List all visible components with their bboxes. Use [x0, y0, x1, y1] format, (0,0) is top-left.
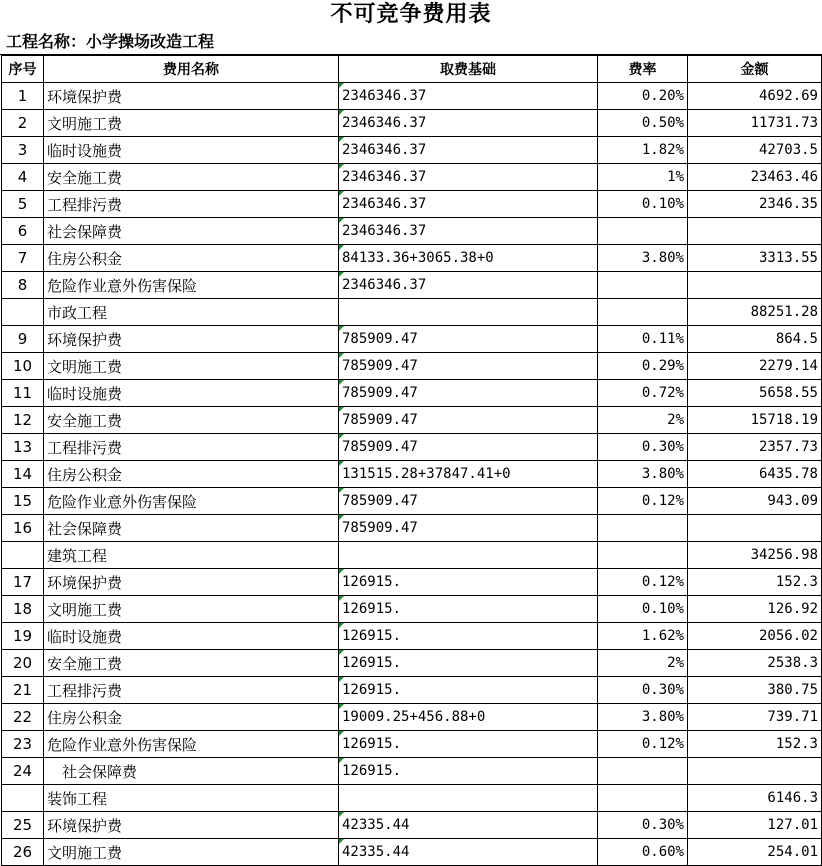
table-row: [2, 110, 822, 137]
amount-cell[interactable]: [688, 758, 822, 785]
amount-cell[interactable]: 380.75: [688, 677, 822, 704]
rate-cell[interactable]: [598, 218, 688, 245]
amount-cell[interactable]: 23463.46: [688, 164, 822, 191]
table-row: [2, 191, 822, 218]
seq-cell[interactable]: 26: [2, 839, 44, 866]
rate-cell[interactable]: 0.30%: [598, 677, 688, 704]
fee-name-cell[interactable]: 危险作业意外伤害保险: [44, 488, 339, 515]
fee-name-cell[interactable]: 临时设施费: [44, 623, 339, 650]
seq-cell[interactable]: 6: [2, 218, 44, 245]
table-row: [2, 245, 822, 272]
seq-cell[interactable]: 1: [2, 83, 44, 110]
base-cell[interactable]: [339, 542, 598, 569]
fee-name-cell[interactable]: 文明施工费: [44, 353, 339, 380]
table-row: [2, 272, 822, 299]
amount-cell[interactable]: 2346.35: [688, 191, 822, 218]
fee-name-cell[interactable]: 环境保护费: [44, 326, 339, 353]
rate-cell[interactable]: 0.29%: [598, 353, 688, 380]
project-name: 小学操场改造工程: [86, 32, 215, 51]
sheet-title: 不可竞争费用表: [330, 2, 492, 27]
amount-cell[interactable]: 2538.3: [688, 650, 822, 677]
rate-cell[interactable]: 1%: [598, 164, 688, 191]
base-cell[interactable]: 2346346.37: [339, 218, 598, 245]
header-name[interactable]: 费用名称: [44, 56, 339, 83]
table-row: [2, 731, 822, 758]
table-row: [2, 704, 822, 731]
amount-cell[interactable]: 254.01: [688, 839, 822, 866]
base-cell[interactable]: 785909.47: [339, 353, 598, 380]
rate-cell[interactable]: 2%: [598, 650, 688, 677]
table-row: [2, 623, 822, 650]
base-cell[interactable]: 42335.44: [339, 839, 598, 866]
rate-cell[interactable]: 1.62%: [598, 623, 688, 650]
rate-cell[interactable]: [598, 542, 688, 569]
base-cell[interactable]: 2346346.37: [339, 164, 598, 191]
amount-cell[interactable]: 11731.73: [688, 110, 822, 137]
table-row: [2, 434, 822, 461]
fee-name-cell[interactable]: 工程排污费: [44, 434, 339, 461]
rate-cell[interactable]: 3.80%: [598, 245, 688, 272]
fee-table: [1, 55, 822, 866]
amount-cell[interactable]: 88251.28: [688, 299, 822, 326]
seq-cell[interactable]: 21: [2, 677, 44, 704]
amount-cell[interactable]: 6146.3: [688, 785, 822, 812]
header-seq[interactable]: 序号: [2, 56, 44, 83]
amount-cell[interactable]: 6435.78: [688, 461, 822, 488]
base-cell[interactable]: 126915.: [339, 677, 598, 704]
rate-cell[interactable]: 0.12%: [598, 731, 688, 758]
seq-cell[interactable]: 8: [2, 272, 44, 299]
seq-cell[interactable]: 25: [2, 812, 44, 839]
base-cell[interactable]: 126915.: [339, 650, 598, 677]
table-row: [2, 569, 822, 596]
amount-cell[interactable]: 34256.98: [688, 542, 822, 569]
seq-cell[interactable]: 16: [2, 515, 44, 542]
rate-cell[interactable]: 0.60%: [598, 839, 688, 866]
base-cell[interactable]: [339, 299, 598, 326]
base-cell[interactable]: 42335.44: [339, 812, 598, 839]
rate-cell[interactable]: 0.20%: [598, 83, 688, 110]
rate-cell[interactable]: [598, 758, 688, 785]
rate-cell[interactable]: 0.12%: [598, 488, 688, 515]
rate-cell[interactable]: 0.30%: [598, 434, 688, 461]
table-row: [2, 380, 822, 407]
base-cell[interactable]: 84133.36+3065.38+0: [339, 245, 598, 272]
table-body: [2, 83, 822, 866]
rate-cell[interactable]: 0.72%: [598, 380, 688, 407]
amount-cell[interactable]: 739.71: [688, 704, 822, 731]
rate-cell[interactable]: 0.30%: [598, 812, 688, 839]
rate-cell[interactable]: 0.10%: [598, 191, 688, 218]
base-cell[interactable]: 19009.25+456.88+0: [339, 704, 598, 731]
fee-name-cell[interactable]: 环境保护费: [44, 812, 339, 839]
table-row: [2, 650, 822, 677]
base-cell[interactable]: 2346346.37: [339, 83, 598, 110]
table-row: [2, 758, 822, 785]
seq-cell[interactable]: 4: [2, 164, 44, 191]
seq-cell[interactable]: 7: [2, 245, 44, 272]
fee-name-cell[interactable]: 临时设施费: [44, 380, 339, 407]
amount-cell[interactable]: 5658.55: [688, 380, 822, 407]
header-base[interactable]: 取费基础: [339, 56, 598, 83]
seq-cell[interactable]: 13: [2, 434, 44, 461]
seq-cell[interactable]: 24: [2, 758, 44, 785]
seq-cell[interactable]: 22: [2, 704, 44, 731]
base-cell[interactable]: 131515.28+37847.41+0: [339, 461, 598, 488]
seq-cell[interactable]: 9: [2, 326, 44, 353]
table-row: [2, 137, 822, 164]
base-cell[interactable]: 785909.47: [339, 434, 598, 461]
base-cell[interactable]: 785909.47: [339, 326, 598, 353]
table-row: [2, 353, 822, 380]
rate-cell[interactable]: 1.82%: [598, 137, 688, 164]
fee-name-cell[interactable]: 社会保障费: [44, 515, 339, 542]
table-row: [2, 542, 822, 569]
fee-name-cell[interactable]: 临时设施费: [44, 137, 339, 164]
seq-cell[interactable]: 15: [2, 488, 44, 515]
amount-cell[interactable]: 127.01: [688, 812, 822, 839]
fee-name-cell[interactable]: 社会保障费: [44, 218, 339, 245]
amount-cell[interactable]: [688, 218, 822, 245]
table-row: [2, 812, 822, 839]
rate-cell[interactable]: 0.10%: [598, 596, 688, 623]
amount-cell[interactable]: 42703.5: [688, 137, 822, 164]
base-cell[interactable]: 2346346.37: [339, 110, 598, 137]
seq-cell[interactable]: 14: [2, 461, 44, 488]
base-cell[interactable]: 785909.47: [339, 407, 598, 434]
amount-cell[interactable]: 2357.73: [688, 434, 822, 461]
fee-name-cell[interactable]: 住房公积金: [44, 704, 339, 731]
base-cell[interactable]: 126915.: [339, 596, 598, 623]
base-cell[interactable]: 785909.47: [339, 515, 598, 542]
base-cell[interactable]: 126915.: [339, 758, 598, 785]
amount-cell[interactable]: 864.5: [688, 326, 822, 353]
rate-cell[interactable]: 3.80%: [598, 704, 688, 731]
amount-cell[interactable]: 15718.19: [688, 407, 822, 434]
base-cell[interactable]: 2346346.37: [339, 137, 598, 164]
rate-cell[interactable]: [598, 785, 688, 812]
amount-cell[interactable]: [688, 272, 822, 299]
seq-cell[interactable]: 20: [2, 650, 44, 677]
seq-cell[interactable]: 18: [2, 596, 44, 623]
seq-cell[interactable]: 11: [2, 380, 44, 407]
seq-cell[interactable]: 5: [2, 191, 44, 218]
base-cell[interactable]: 126915.: [339, 623, 598, 650]
fee-name-cell[interactable]: 文明施工费: [44, 839, 339, 866]
project-line: [0, 30, 822, 55]
amount-cell[interactable]: 943.09: [688, 488, 822, 515]
base-cell[interactable]: 126915.: [339, 569, 598, 596]
table-row: [2, 326, 822, 353]
fee-name-cell[interactable]: 安全施工费: [44, 650, 339, 677]
table-row: [2, 299, 822, 326]
base-cell[interactable]: 2346346.37: [339, 272, 598, 299]
base-cell[interactable]: [339, 785, 598, 812]
fee-name-cell[interactable]: 社会保障费: [44, 758, 339, 785]
table-row: [2, 677, 822, 704]
table-row: [2, 596, 822, 623]
seq-cell[interactable]: 10: [2, 353, 44, 380]
rate-cell[interactable]: 3.80%: [598, 461, 688, 488]
amount-cell[interactable]: 2279.14: [688, 353, 822, 380]
base-cell[interactable]: 785909.47: [339, 488, 598, 515]
table-row: [2, 164, 822, 191]
fee-name-cell[interactable]: 安全施工费: [44, 407, 339, 434]
fee-name-cell[interactable]: 市政工程: [44, 299, 339, 326]
amount-cell[interactable]: [688, 515, 822, 542]
table-row: [2, 515, 822, 542]
fee-name-cell[interactable]: 建筑工程: [44, 542, 339, 569]
fee-name-cell[interactable]: 住房公积金: [44, 461, 339, 488]
rate-cell[interactable]: 2%: [598, 407, 688, 434]
rate-cell[interactable]: [598, 272, 688, 299]
rate-cell[interactable]: 0.50%: [598, 110, 688, 137]
table-row: [2, 407, 822, 434]
fee-name-cell[interactable]: 住房公积金: [44, 245, 339, 272]
fee-name-cell[interactable]: 危险作业意外伤害保险: [44, 731, 339, 758]
seq-cell[interactable]: 2: [2, 110, 44, 137]
base-cell[interactable]: 2346346.37: [339, 191, 598, 218]
fee-name-cell[interactable]: 文明施工费: [44, 596, 339, 623]
fee-name-cell[interactable]: 危险作业意外伤害保险: [44, 272, 339, 299]
fee-name-cell[interactable]: 装饰工程: [44, 785, 339, 812]
base-cell[interactable]: 126915.: [339, 731, 598, 758]
seq-cell[interactable]: [2, 785, 44, 812]
seq-cell[interactable]: 23: [2, 731, 44, 758]
amount-cell[interactable]: 3313.55: [688, 245, 822, 272]
header-row: [2, 56, 822, 83]
header-rate[interactable]: 费率: [598, 56, 688, 83]
rate-cell[interactable]: [598, 299, 688, 326]
fee-name-cell[interactable]: 环境保护费: [44, 569, 339, 596]
table-row: [2, 218, 822, 245]
base-cell[interactable]: 785909.47: [339, 380, 598, 407]
fee-name-cell[interactable]: 文明施工费: [44, 110, 339, 137]
seq-cell[interactable]: [2, 299, 44, 326]
table-row: [2, 83, 822, 110]
seq-cell[interactable]: 17: [2, 569, 44, 596]
rate-cell[interactable]: 0.12%: [598, 569, 688, 596]
table-row: [2, 839, 822, 866]
rate-cell[interactable]: 0.11%: [598, 326, 688, 353]
amount-cell[interactable]: 2056.02: [688, 623, 822, 650]
fee-name-cell[interactable]: 工程排污费: [44, 677, 339, 704]
table-row: [2, 461, 822, 488]
project-label: 工程名称：: [6, 32, 87, 51]
fee-name-cell[interactable]: 环境保护费: [44, 83, 339, 110]
fee-name-cell[interactable]: 工程排污费: [44, 191, 339, 218]
header-amount[interactable]: 金额: [688, 56, 822, 83]
amount-cell[interactable]: 4692.69: [688, 83, 822, 110]
seq-cell[interactable]: 12: [2, 407, 44, 434]
amount-cell[interactable]: 152.3: [688, 569, 822, 596]
fee-name-cell[interactable]: 安全施工费: [44, 164, 339, 191]
seq-cell[interactable]: [2, 542, 44, 569]
amount-cell[interactable]: 126.92: [688, 596, 822, 623]
seq-cell[interactable]: 3: [2, 137, 44, 164]
seq-cell[interactable]: 19: [2, 623, 44, 650]
amount-cell[interactable]: 152.3: [688, 731, 822, 758]
rate-cell[interactable]: [598, 515, 688, 542]
table-row: [2, 488, 822, 515]
table-row: [2, 785, 822, 812]
